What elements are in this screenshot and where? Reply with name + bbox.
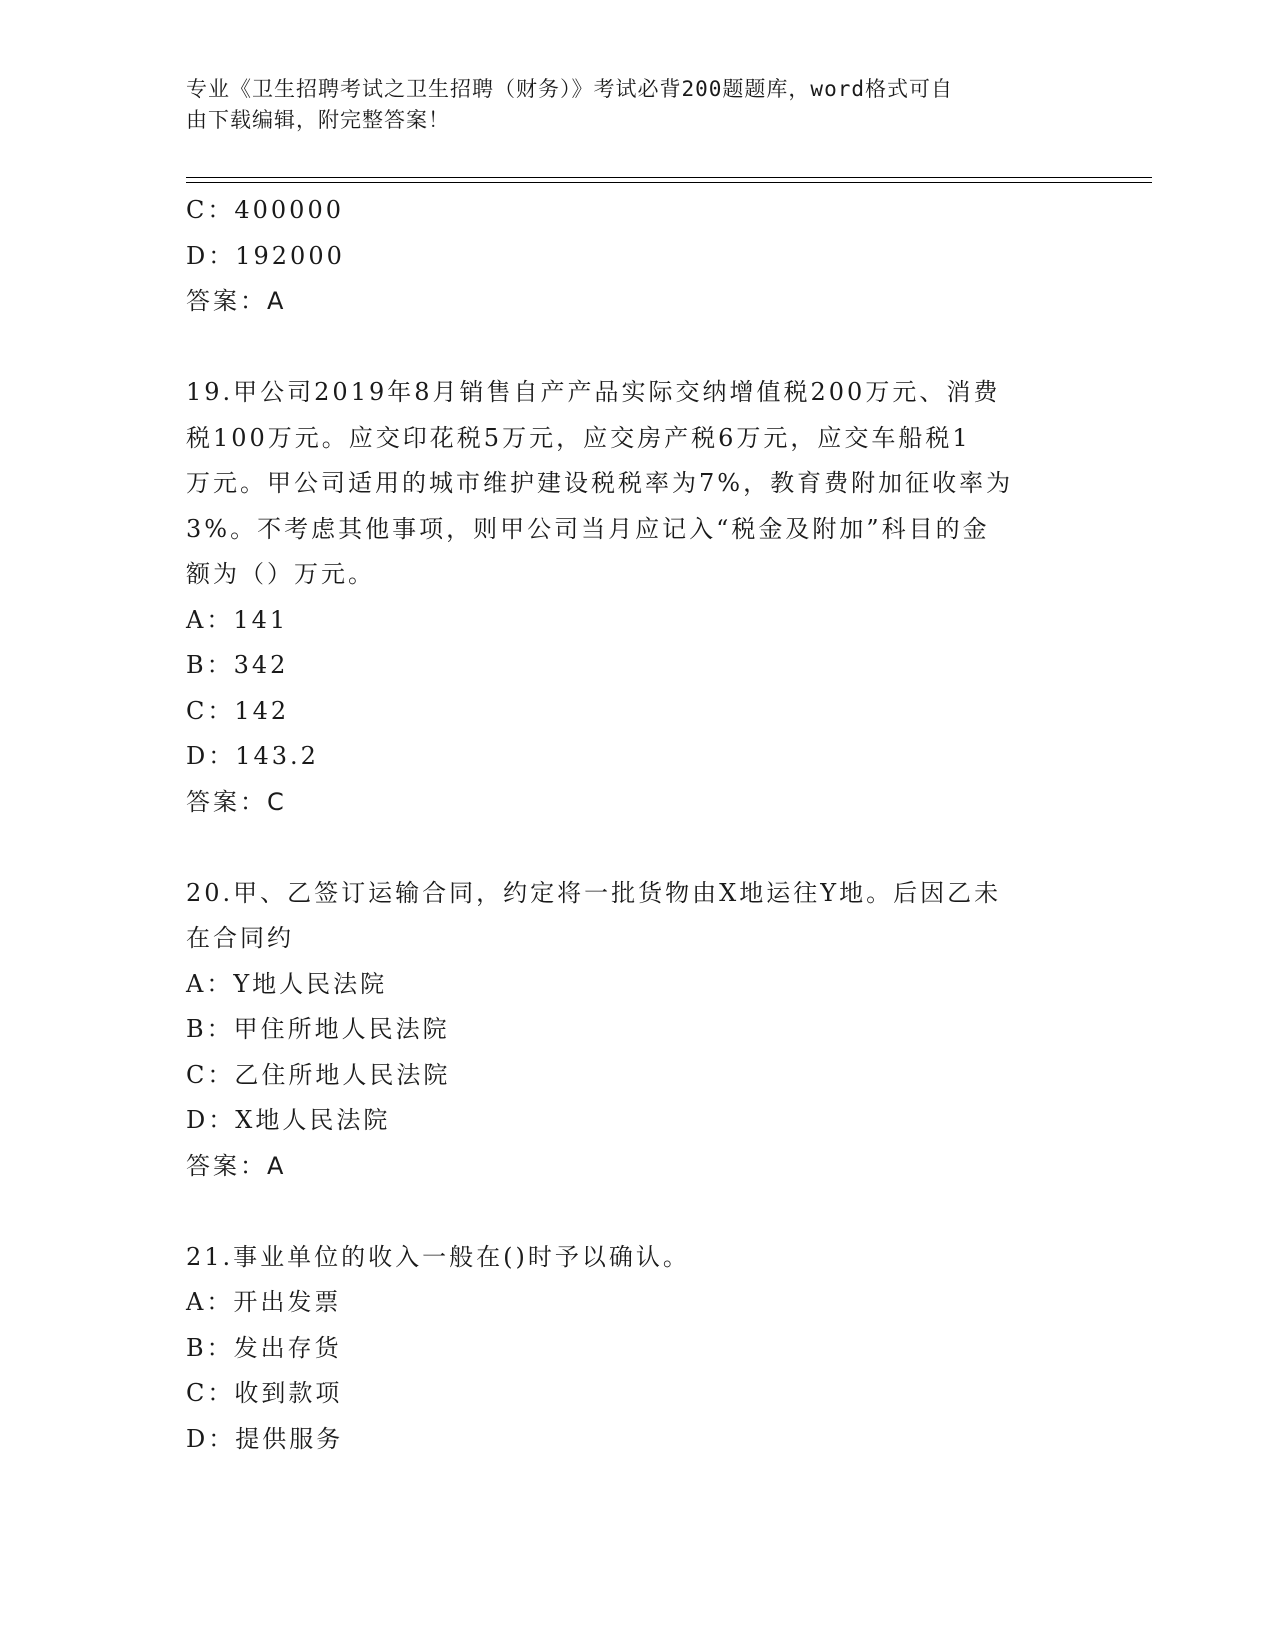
option-b: B：甲住所地人民法院 bbox=[186, 1015, 450, 1043]
option-b: B：发出存货 bbox=[186, 1333, 342, 1362]
stem-line: 3%。不考虑其他事项，则甲公司当月应记入“税金及附加”科目的金 bbox=[186, 514, 990, 543]
answer-line: 答案：A bbox=[186, 1151, 287, 1180]
option-a: A：141 bbox=[186, 605, 289, 634]
question-gap bbox=[186, 325, 1086, 371]
header-line-1: 专业《卫生招聘考试之卫生招聘（财务）》考试必背200题题库，word格式可自 bbox=[186, 77, 953, 101]
header-line-2: 由下载编辑，附完整答案！ bbox=[186, 108, 450, 132]
option-a: A：Y地人民法院 bbox=[186, 969, 388, 998]
question-stem bbox=[186, 1235, 1086, 1281]
stem-line: 19.甲公司2019年8月销售自产产品实际交纳增值税200万元、消费 bbox=[186, 378, 1001, 406]
question-content bbox=[186, 188, 1086, 1462]
stem-line: 税100万元。应交印花税5万元，应交房产税6万元，应交车船税1 bbox=[186, 423, 971, 452]
option-c: C：收到款项 bbox=[186, 1379, 343, 1407]
question-21 bbox=[186, 1235, 1086, 1463]
question-stem bbox=[186, 871, 1086, 962]
question-20 bbox=[186, 871, 1086, 1190]
stem-line: 万元。甲公司适用的城市维护建设税税率为7%，教育费附加征收率为 bbox=[186, 469, 1014, 497]
option-d: D：X地人民法院 bbox=[186, 1106, 391, 1134]
option-c: C：142 bbox=[186, 696, 290, 725]
option-b: B：342 bbox=[186, 651, 289, 679]
header-rule-top bbox=[186, 177, 1152, 178]
question-gap bbox=[186, 1189, 1086, 1235]
answer-line: 答案：C bbox=[186, 787, 287, 816]
stem-line: 21.事业单位的收入一般在()时予以确认。 bbox=[186, 1242, 690, 1271]
question-stem bbox=[186, 370, 1086, 598]
option-d: D：提供服务 bbox=[186, 1424, 344, 1453]
stem-line: 额为（）万元。 bbox=[186, 560, 375, 588]
option-d: D：143.2 bbox=[186, 742, 319, 770]
stem-line: 20.甲、乙签订运输合同，约定将一批货物由X地运往Y地。后因乙未 bbox=[186, 878, 1002, 907]
option-a: A：开出发票 bbox=[186, 1288, 342, 1316]
question-19 bbox=[186, 370, 1086, 825]
header-rule-bottom bbox=[186, 182, 1152, 183]
prev-question bbox=[186, 188, 1086, 325]
option-c: C：乙住所地人民法院 bbox=[186, 1060, 451, 1089]
option-d: D：192000 bbox=[186, 241, 345, 270]
answer-line: 答案：A bbox=[186, 287, 287, 315]
question-gap bbox=[186, 825, 1086, 871]
document-header bbox=[186, 74, 1086, 136]
stem-line: 在合同约 bbox=[186, 924, 294, 952]
option-c: C：400000 bbox=[186, 196, 344, 224]
